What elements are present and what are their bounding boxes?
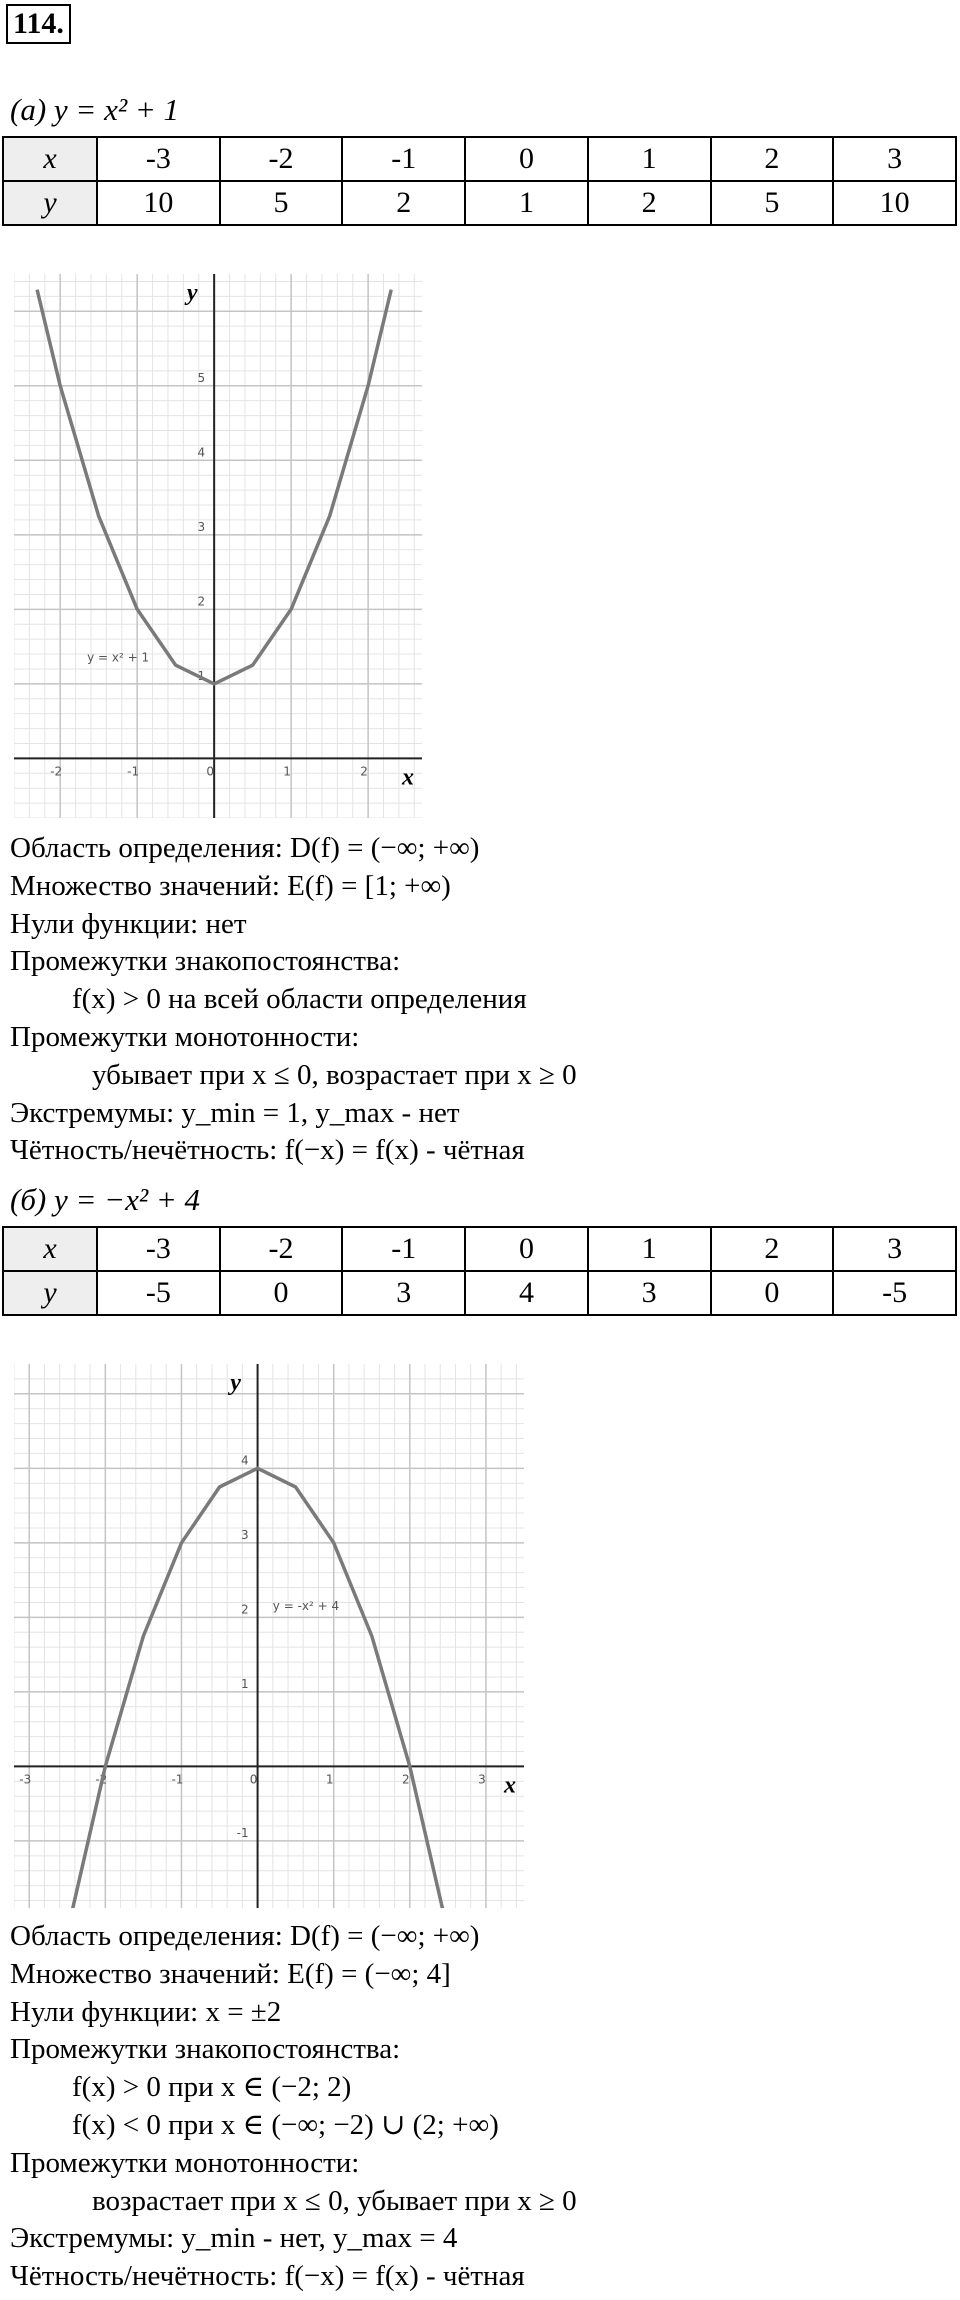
table-cell: 2 bbox=[342, 181, 465, 225]
zeros-line: Нули функции: x = ±2 bbox=[10, 1995, 282, 2028]
table-cell: 0 bbox=[465, 137, 588, 181]
x-tick-label: -2 bbox=[50, 764, 63, 779]
table-row-y bbox=[3, 181, 956, 225]
part-a-graph bbox=[14, 274, 422, 818]
table-row-x bbox=[3, 137, 956, 181]
problem-number: 114. bbox=[6, 4, 71, 44]
table-cell: -3 bbox=[97, 137, 220, 181]
table-cell: 1 bbox=[588, 137, 711, 181]
table-cell: -5 bbox=[97, 1271, 220, 1315]
table-cell: 2 bbox=[711, 1227, 834, 1271]
table-cell: 0 bbox=[711, 1271, 834, 1315]
y-tick-label: 1 bbox=[197, 668, 206, 683]
x-tick-label: 2 bbox=[402, 1772, 410, 1787]
x-tick-label: -2 bbox=[95, 1772, 108, 1787]
table-cell: -1 bbox=[342, 1227, 465, 1271]
table-row-x bbox=[3, 1227, 956, 1271]
y-tick-label: 3 bbox=[240, 1527, 249, 1542]
monotonicity-heading: Промежутки монотонности: bbox=[10, 1020, 360, 1053]
domain-line: Область определения: D(f) = (−∞; +∞) bbox=[10, 1920, 480, 1952]
y-axis-label: y bbox=[186, 280, 198, 306]
x-tick-label: 0 bbox=[249, 1772, 258, 1787]
x-axis-label: x bbox=[402, 764, 414, 791]
part-b-value-table bbox=[2, 1226, 957, 1316]
y-tick-label: 1 bbox=[240, 1676, 249, 1691]
table-cell: -3 bbox=[97, 1227, 220, 1271]
extrema-line: Экстремумы: y_min - нет, y_max = 4 bbox=[10, 2222, 458, 2255]
x-tick-label: -1 bbox=[127, 764, 140, 779]
table-cell: 10 bbox=[97, 181, 220, 225]
y-tick-label: 2 bbox=[197, 594, 206, 609]
table-cell: 2 bbox=[588, 181, 711, 225]
x-tick-label: 1 bbox=[325, 1772, 334, 1787]
table-cell: -2 bbox=[220, 1227, 343, 1271]
part-a-value-table bbox=[2, 136, 957, 226]
x-tick-label: 2 bbox=[360, 764, 368, 779]
parity-line: Чётность/нечётность: f(−x) = f(x) - чётная bbox=[10, 2260, 525, 2293]
table-header-y: y bbox=[3, 181, 97, 225]
table-header-y: y bbox=[3, 1271, 97, 1315]
table-cell: 1 bbox=[588, 1227, 711, 1271]
domain-line: Область определения: D(f) = (−∞; +∞) bbox=[10, 832, 480, 864]
part-a-properties bbox=[10, 830, 577, 1170]
sign-interval-line: f(x) < 0 при x ∈ (−∞; −2) ∪ (2; +∞) bbox=[72, 2108, 499, 2141]
sign-intervals-heading: Промежутки знакопостоянства: bbox=[10, 2033, 401, 2066]
table-cell: -2 bbox=[220, 137, 343, 181]
table-cell: 4 bbox=[465, 1271, 588, 1315]
y-axis-label: y bbox=[230, 1370, 241, 1396]
table-cell: 3 bbox=[833, 1227, 956, 1271]
table-cell: 1 bbox=[465, 181, 588, 225]
range-line: Множество значений: E(f) = (−∞; 4] bbox=[10, 1957, 451, 1990]
part-b-heading: (б) y = −x² + 4 bbox=[10, 1182, 201, 1217]
x-tick-label: -1 bbox=[171, 1772, 184, 1787]
range-line: Множество значений: E(f) = [1; +∞) bbox=[10, 869, 451, 902]
x-tick-label: 0 bbox=[206, 764, 214, 779]
table-cell: 3 bbox=[588, 1271, 711, 1315]
part-a-heading: (а) y = x² + 1 bbox=[10, 92, 180, 127]
x-tick-label: -3 bbox=[19, 1772, 32, 1787]
table-cell: 5 bbox=[711, 181, 834, 225]
table-cell: 0 bbox=[220, 1271, 343, 1315]
y-tick-label: 4 bbox=[240, 1453, 249, 1468]
x-tick-label: 3 bbox=[478, 1772, 486, 1787]
function-label: y = -x² + 4 bbox=[272, 1598, 340, 1613]
monotonicity-line: возрастает при x ≤ 0, убывает при x ≥ 0 bbox=[92, 2184, 577, 2217]
sign-interval-line: f(x) > 0 при x ∈ (−2; 2) bbox=[72, 2071, 352, 2104]
monotonicity-heading: Промежутки монотонности: bbox=[10, 2146, 360, 2179]
table-cell: 3 bbox=[833, 137, 956, 181]
table-header-x: x bbox=[3, 137, 97, 181]
x-axis-label: x bbox=[504, 1772, 516, 1799]
table-cell: 2 bbox=[711, 137, 834, 181]
sign-interval-line: f(x) > 0 на всей области определения bbox=[72, 983, 527, 1016]
table-cell: 5 bbox=[220, 181, 343, 225]
table-header-x: x bbox=[3, 1227, 97, 1271]
y-tick-label: 4 bbox=[197, 445, 206, 460]
x-tick-label: 1 bbox=[283, 764, 291, 779]
parity-line: Чётность/нечётность: f(−x) = f(x) - чётная bbox=[10, 1134, 525, 1167]
table-cell: -5 bbox=[833, 1271, 956, 1315]
table-cell: -1 bbox=[342, 137, 465, 181]
y-tick-label: -1 bbox=[236, 1825, 249, 1840]
y-tick-label: 5 bbox=[197, 370, 206, 385]
y-tick-label: 3 bbox=[197, 519, 206, 534]
table-cell: 3 bbox=[342, 1271, 465, 1315]
table-cell: 0 bbox=[465, 1227, 588, 1271]
function-label: y = x² + 1 bbox=[87, 650, 150, 665]
part-b-graph bbox=[14, 1364, 524, 1908]
zeros-line: Нули функции: нет bbox=[10, 907, 247, 940]
table-row-y bbox=[3, 1271, 956, 1315]
extrema-line: Экстремумы: y_min = 1, y_max - нет bbox=[10, 1096, 460, 1129]
sign-intervals-heading: Промежутки знакопостоянства: bbox=[10, 945, 401, 978]
table-cell: 10 bbox=[833, 181, 956, 225]
y-tick-label: 2 bbox=[240, 1602, 249, 1617]
part-b-properties bbox=[10, 1918, 577, 2296]
monotonicity-line: убывает при x ≤ 0, возрастает при x ≥ 0 bbox=[92, 1058, 577, 1091]
